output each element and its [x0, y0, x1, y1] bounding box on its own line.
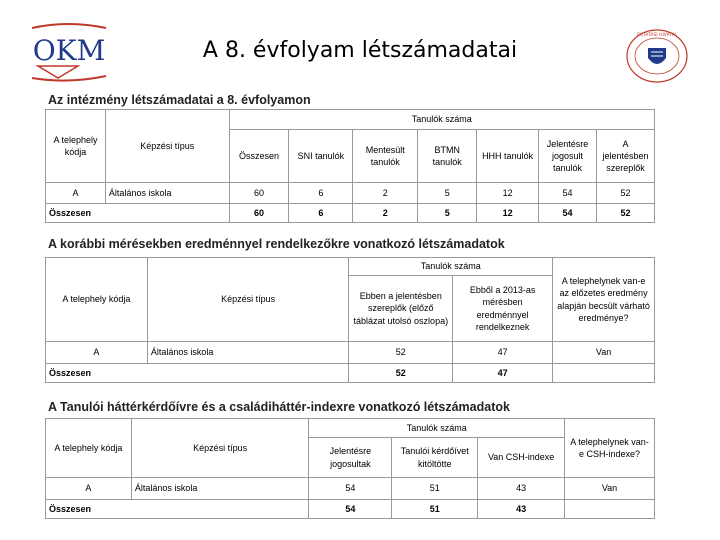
- header-col: A jelentésben szereplők: [596, 130, 654, 183]
- total-row: [46, 204, 655, 223]
- cell-telephely: A: [46, 342, 148, 364]
- header-col: BTMN tanulók: [418, 130, 477, 183]
- total-label: Összesen: [46, 364, 349, 383]
- header-group: Tanulók száma: [349, 258, 553, 276]
- header-group: Tanulók száma: [309, 419, 565, 438]
- header-col: Ebből a 2013-as mérésben eredménnyel rendelkeznek: [453, 276, 553, 342]
- okm-logo-text: OKM: [32, 34, 106, 67]
- total-value: 12: [477, 204, 539, 223]
- cell-value: Van: [565, 478, 655, 500]
- cell-value: 12: [477, 183, 539, 204]
- header-col: Mentesült tanulók: [353, 130, 418, 183]
- header-col: Jelentésre jogosult tanulók: [539, 130, 597, 183]
- total-value: 5: [418, 204, 477, 223]
- cell-value: 54: [309, 478, 392, 500]
- header-telephely: A telephely kódja: [46, 258, 148, 342]
- page-title: A 8. évfolyam létszámadatai: [202, 38, 518, 63]
- total-value: 54: [309, 500, 392, 519]
- cell-kepzesi: Általános iskola: [131, 478, 309, 500]
- header-group: Tanulók száma: [229, 110, 654, 130]
- section1-table: [45, 109, 655, 223]
- total-label: Összesen: [46, 204, 230, 223]
- total-row: [46, 500, 655, 519]
- total-value: 6: [289, 204, 353, 223]
- header-col: Tanulói kérdőívet kitöltötte: [392, 438, 478, 478]
- cell-value: 60: [229, 183, 289, 204]
- header-kepzesi: Képzési típus: [131, 419, 309, 478]
- header-col: Van CSH-indexe: [478, 438, 565, 478]
- cell-telephely: A: [46, 183, 106, 204]
- total-value: 60: [229, 204, 289, 223]
- header-col: SNI tanulók: [289, 130, 353, 183]
- table-row: [46, 183, 655, 204]
- cell-value: 52: [596, 183, 654, 204]
- total-row: [46, 364, 655, 383]
- cell-value: 54: [539, 183, 597, 204]
- header-kepzesi: Képzési típus: [105, 110, 229, 183]
- cell-value: 52: [349, 342, 453, 364]
- cell-value: 43: [478, 478, 565, 500]
- cell-value: 5: [418, 183, 477, 204]
- total-value-empty: [565, 500, 655, 519]
- total-value: 43: [478, 500, 565, 519]
- total-value: 52: [349, 364, 453, 383]
- cell-kepzesi: Általános iskola: [105, 183, 229, 204]
- total-value: 51: [392, 500, 478, 519]
- table-row: [46, 478, 655, 500]
- seal-ring-text: OKTATÁSI HIVATAL: [636, 33, 678, 38]
- header-col: HHH tanulók: [477, 130, 539, 183]
- header-col: Jelentésre jogosultak: [309, 438, 392, 478]
- section2-table: [45, 257, 655, 383]
- cell-value: Van: [553, 342, 655, 364]
- cell-kepzesi: Általános iskola: [147, 342, 349, 364]
- header-col: Összesen: [229, 130, 289, 183]
- header-becsult: A telephelynek van-e az előzetes eredmény alapján becsült várható eredménye?: [553, 258, 655, 342]
- okm-logo: [28, 18, 110, 84]
- total-value: 47: [453, 364, 553, 383]
- total-value-empty: [553, 364, 655, 383]
- cell-value: 6: [289, 183, 353, 204]
- section2-title: A korábbi mérésekben eredménnyel rendelkezőkre vonatkozó létszámadatok: [48, 237, 505, 251]
- cell-value: 2: [353, 183, 418, 204]
- total-value: 2: [353, 204, 418, 223]
- header-csh: A telephelynek van-e CSH-indexe?: [565, 419, 655, 478]
- section1-title: Az intézmény létszámadatai a 8. évfolyamon: [48, 93, 311, 107]
- cell-value: 51: [392, 478, 478, 500]
- oktatasi-hivatal-seal: [624, 28, 690, 84]
- total-value: 52: [596, 204, 654, 223]
- header-telephely: A telephely kódja: [46, 110, 106, 183]
- table-row: [46, 342, 655, 364]
- cell-value: 47: [453, 342, 553, 364]
- cell-telephely: A: [46, 478, 132, 500]
- header-col: Ebben a jelentésben szereplők (előző táblázat utolsó oszlopa): [349, 276, 453, 342]
- header-telephely: A telephely kódja: [46, 419, 132, 478]
- section3-table: [45, 418, 655, 519]
- total-label: Összesen: [46, 500, 309, 519]
- header-kepzesi: Képzési típus: [147, 258, 349, 342]
- total-value: 54: [539, 204, 597, 223]
- section3-title: A Tanulói háttérkérdőívre és a családiháttér-indexre vonatkozó létszámadatok: [48, 400, 510, 414]
